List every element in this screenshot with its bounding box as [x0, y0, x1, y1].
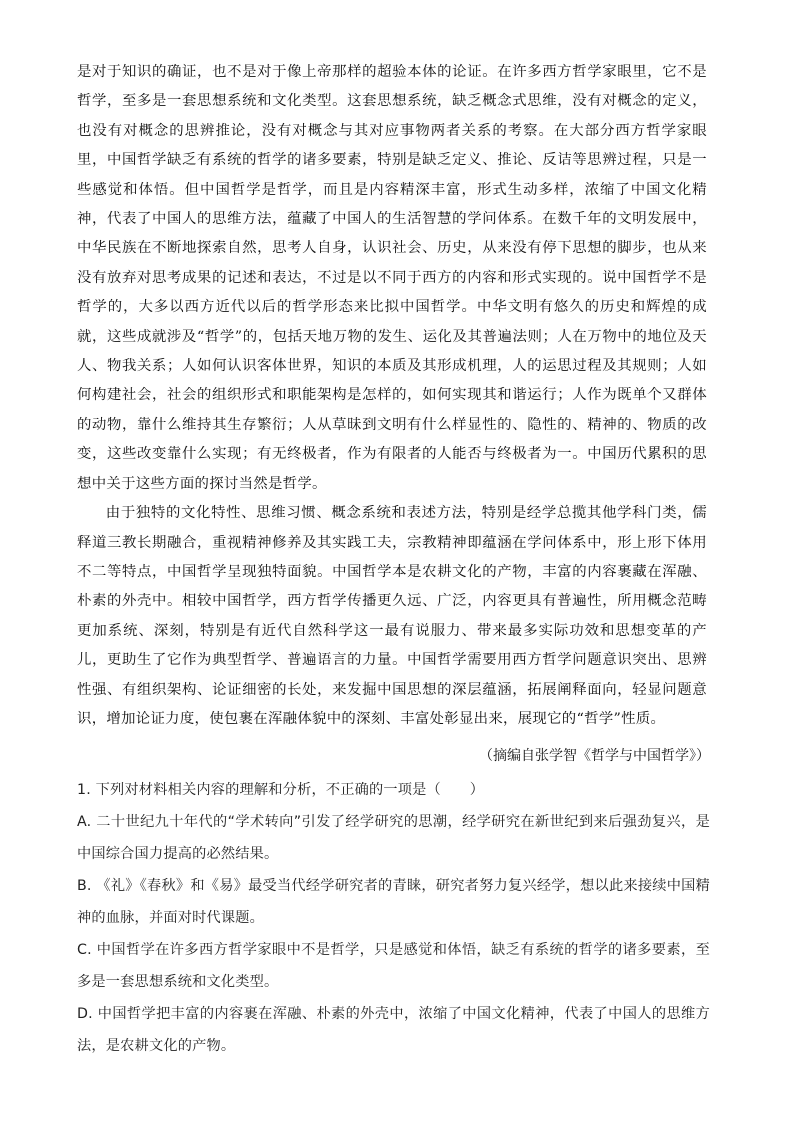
option-c[interactable]: C. 中国哲学在许多西方哲学家眼中不是哲学，只是感觉和体悟，缺乏有系统的哲学的诸多要素，至多是一套思想系统和文化类型。	[77, 942, 710, 990]
option-b[interactable]: B. 《礼》《春秋》和《易》最受当代经学研究者的青睐，研究者努力复兴经学，想以此来接续中国精神的血脉，并面对时代课题。	[77, 878, 710, 926]
question-1	[77, 774, 710, 1062]
passage-paragraph-1: 是对于知识的确证，也不是对于像上帝那样的超验本体的论证。在许多西方哲学家眼里，它不是哲学，至多是一套思想系统和文化类型。这套思想系统，缺乏概念式思维，没有对概念的定义，也没有对概念的思辨推论，没有对概念与其对应事物两者关系的考察。在大部分西方哲学家眼里，中国哲学缺乏有系统的哲学的诸多要素，特别是缺乏定义、推论、反诘等思辨过程，只是一些感觉和体悟。但中国哲学是哲学，而且是内容精深丰富，形式生动多样，浓缩了中国文化精神，代表了中国人的思维方法，蕴藏了中国人的生活智慧的学问体系。在数千年的文明发展中，中华民族在不断地探索自然，思考人自身，认识社会、历史，从来没有停下思想的脚步，也从来没有放弃对思考成果的记述和表达，不过是以不同于西方的内容和形式实现的。说中国哲学不是哲学的，大多以西方近代以后的哲学形态来比拟中国哲学。中华文明有悠久的历史和辉煌的成就，这些成就涉及“哲学”的，包括天地万物的发生、运化及其普遍法则；人在万物中的地位及天人、物我关系；人如何认识客体世界，知识的本质及其形成机理，人的运思过程及其规则；人如何构建社会，社会的组织形式和职能架构是怎样的，如何实现其和谐运行；人作为既单个又群体的动物，靠什么维持其生存繁衍；人从草昧到文明有什么样显性的、隐性的、精神的、物质的改变，这些改变靠什么实现；有无终极者，作为有限者的人能否与终极者为一。中国历代累积的思想中关于这些方面的探讨当然是哲学。	[77, 64, 707, 492]
passage-paragraph-2: 由于独特的文化特性、思维习惯、概念系统和表述方法，特别是经学总揽其他学科门类，儒释道三教长期融合，重视精神修养及其实践工夫，宗教精神即蕴涵在学问体系中，形上形下体用不二等特点，中国哲学呈现独特面貌。中国哲学本是农耕文化的产物，丰富的内容裹藏在浑融、朴素的外壳中。相较中国哲学，西方哲学传播更久远、广泛，内容更具有普遍性，所用概念范畴更加系统、深刻，特别是有近代自然科学这一最有说服力、带来最多实际功效和思想变革的产儿，更助生了它作为典型哲学、普遍语言的力量。中国哲学需要用西方哲学问题意识突出、思辨性强、有组织架构、论证细密的长处，来发掘中国思想的深层蕴涵，拓展阐释面向，轻显问题意识，增加论证力度，使包裹在浑融体貌中的深刻、丰富处彰显出来，展现它的“哲学”性质。	[77, 505, 707, 727]
passage-source: （摘编自张学智《哲学与中国哲学》）	[479, 748, 710, 764]
option-a[interactable]: A. 二十世纪九十年代的“学术转向”引发了经学研究的思潮，经学研究在新世纪到来后强劲复兴，是中国综合国力提高的必然结果。	[77, 814, 710, 862]
question-stem: 1. 下列对材料相关内容的理解和分析，不正确的一项是（ ）	[77, 782, 485, 798]
option-d[interactable]: D. 中国哲学把丰富的内容裹在浑融、朴素的外壳中，浓缩了中国文化精神，代表了中国人的思维方法，是农耕文化的产物。	[77, 1006, 710, 1054]
reading-passage	[77, 58, 707, 734]
